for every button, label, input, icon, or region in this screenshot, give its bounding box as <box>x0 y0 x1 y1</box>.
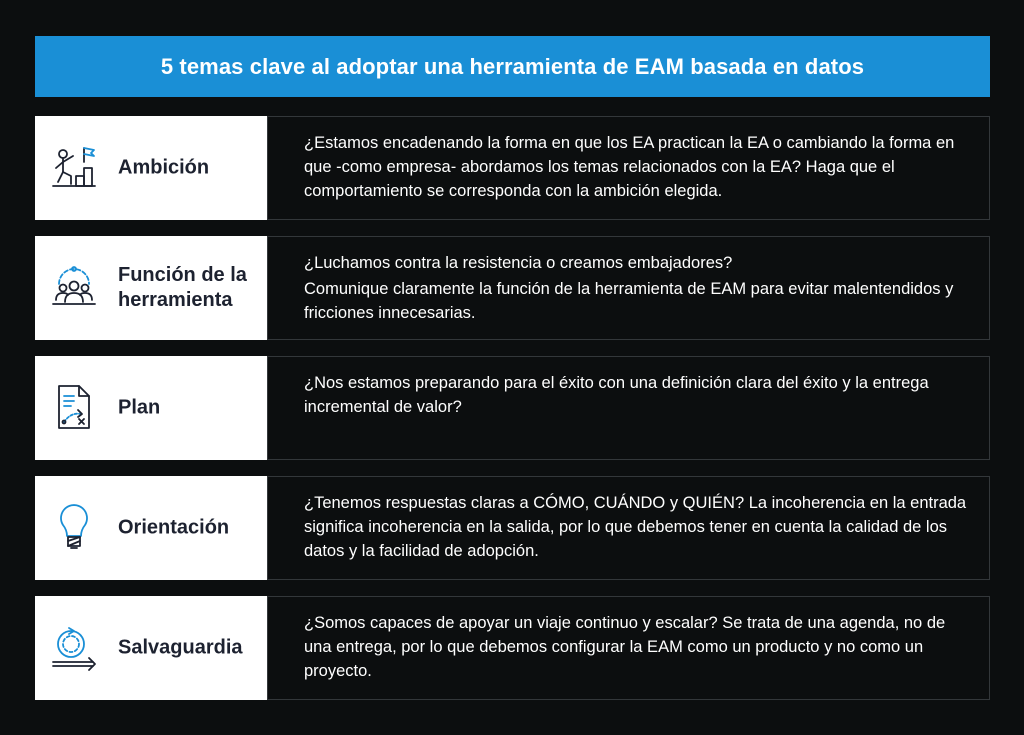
strategy-document-icon <box>49 382 99 432</box>
label-box <box>35 596 267 700</box>
row-label: Ambición <box>118 156 210 179</box>
description-box <box>267 116 990 220</box>
label-box <box>35 116 267 220</box>
label-box <box>35 476 267 580</box>
row-label: Salvaguardia <box>118 636 243 659</box>
lightbulb-icon <box>49 502 99 552</box>
description-box <box>267 236 990 340</box>
description-text: ¿Estamos encadenando la forma en que los EA practican la EA o cambiando la forma en que -como empresa- abordamos los temas relacionados con la EA? Haga que el comportamiento se corresponda con la ambición elegida. <box>304 134 955 200</box>
team-gear-icon <box>49 262 99 312</box>
row-label: Plan <box>118 396 161 419</box>
person-climbing-steps-flag-icon <box>49 142 99 192</box>
continuous-cycle-arrow-icon <box>49 622 99 672</box>
label-box <box>35 356 267 460</box>
description-box <box>267 356 990 460</box>
description-box <box>267 596 990 700</box>
row-label: Orientación <box>118 516 230 539</box>
label-box <box>35 236 267 340</box>
description-text: ¿Tenemos respuestas claras a CÓMO, CUÁNDO y QUIÉN? La incoherencia en la entrada significa incoherencia en la salida, por lo que debemos tener en cuenta la calidad de los datos y la facilidad de adopción. <box>304 494 967 560</box>
description-text: ¿Nos estamos preparando para el éxito con una definición clara del éxito y la entrega incremental de valor? <box>304 374 929 416</box>
row-orientacion <box>35 476 990 580</box>
description-text: ¿Somos capaces de apoyar un viaje continuo y escalar? Se trata de una agenda, no de una entrega, por lo que debemos configurar la EAM como un producto y no como un proyecto. <box>304 614 946 680</box>
row-salvaguardia <box>35 596 990 700</box>
description-text: ¿Luchamos contra la resistencia o creamos embajadores? <box>304 254 733 272</box>
description-box <box>267 476 990 580</box>
row-plan <box>35 356 990 460</box>
title-banner <box>35 36 990 97</box>
row-ambicion <box>35 116 990 220</box>
row-label: Función de la herramienta <box>118 264 247 311</box>
row-funcion <box>35 236 990 340</box>
page-title: 5 temas clave al adoptar una herramienta de EAM basada en datos <box>160 53 865 79</box>
description-text: Comunique claramente la función de la herramienta de EAM para evitar malentendidos y fricciones innecesarias. <box>304 280 954 322</box>
